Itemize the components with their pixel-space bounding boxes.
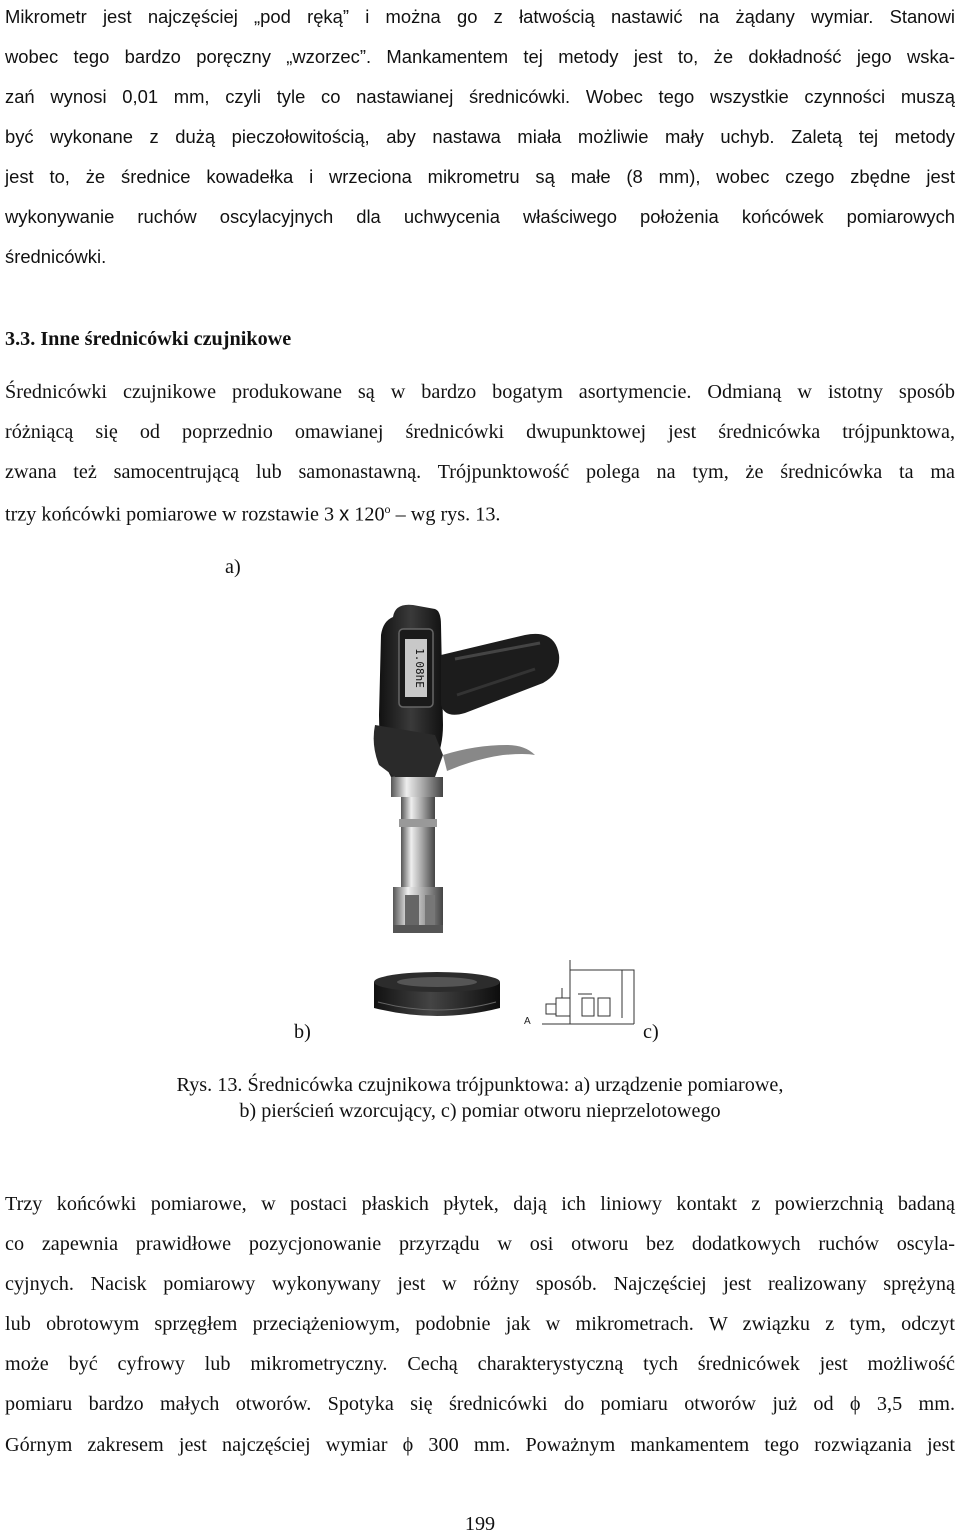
para3-line-4: lub obrotowym sprzęgłem przeciążeniowym, podobnie jak w mikrometrach. W związku z tym, odczyt xyxy=(5,1313,955,1335)
para3-line-7 xyxy=(5,1434,955,1457)
para2-line-4-pre: trzy końcówki pomiarowe w rozstawie 3 xyxy=(5,503,340,526)
figure-label-a: a) xyxy=(225,556,241,578)
para2-line-4-post: – wg rys. 13. xyxy=(390,503,501,526)
para3-line-7-pre: Górnym zakresem jest najczęściej wymiar xyxy=(5,1434,403,1456)
para3-line-2: co zapewnia prawidłowe pozycjonowanie przyrządu w osi otworu bez dodatkowych ruchów oscyla- xyxy=(5,1233,955,1255)
degree-symbol: o xyxy=(384,502,391,516)
para1-line-3: zań wynosi 0,01 mm, czyli tyle co nastawianej średnicówki. Wobec tego wszystkie czynności muszą xyxy=(5,86,955,107)
para1-line-5: jest to, że średnice kowadełka i wrzeciona mikrometru są małe (8 mm), wobec czego zbędne jest xyxy=(5,166,955,187)
para1-line-4: być wykonane z dużą pieczołowitością, aby nastawa miała możliwie mały uchyb. Zaletą tej metody xyxy=(5,126,955,147)
para3-line-5: może być cyfrowy lub mikrometryczny. Cechą charakterystyczną tych średnicówek jest możliwość xyxy=(5,1353,955,1375)
para2-line-2: różniącą się od poprzednio omawianej średnicówki dwupunktowej jest średnicówka trójpunktowa, xyxy=(5,421,955,443)
blind-hole-diagram xyxy=(522,958,640,1028)
para3-line-3: cyjnych. Nacisk pomiarowy wykonywany jest w różny sposób. Najczęściej jest realizowany sprężyną xyxy=(5,1273,955,1295)
para1-line-1: Mikrometr jest najczęściej „pod ręką” i można go z łatwością nastawić na żądany wymiar. Stanowi xyxy=(5,6,955,27)
times-symbol: x xyxy=(339,503,350,526)
para3-line-1: Trzy końcówki pomiarowe, w postaci płaskich płytek, dają ich liniowy kontakt z powierzchnią badaną xyxy=(5,1193,955,1215)
para2-line-3: zwana też samocentrującą lub samonastawną. Trójpunktowość polega na tym, że średnicówka ta ma xyxy=(5,461,955,483)
phi-symbol: ϕ xyxy=(849,1393,861,1415)
phi-symbol: ϕ xyxy=(402,1434,414,1456)
para1-line-6: wykonywanie ruchów oscylacyjnych dla uchwycenia właściwego położenia końcówek pomiarowych xyxy=(5,206,955,227)
page-number: 199 xyxy=(464,1513,496,1535)
dimension-label-a: A xyxy=(524,1016,531,1027)
figure-label-c: c) xyxy=(643,1021,659,1043)
figure-caption-line-1: Rys. 13. Średnicówka czujnikowa trójpunktowa: a) urządzenie pomiarowe, xyxy=(176,1074,784,1096)
para2-line-4-mid: 120 xyxy=(349,503,385,526)
para2-line-1: Średnicówki czujnikowe produkowane są w bardzo bogatym asortymencie. Odmianą w istotny sposób xyxy=(5,381,955,403)
figure-label-b: b) xyxy=(294,1021,311,1043)
digital-display-readout: 1.08hE xyxy=(413,648,426,688)
para3-line-6 xyxy=(5,1393,955,1416)
setting-ring-illustration xyxy=(368,968,506,1022)
para3-line-7-post: 300 mm. Poważnym mankamentem tego rozwiązania jest xyxy=(413,1434,955,1456)
para2-line-4 xyxy=(5,502,955,527)
para1-line-7: średnicówki. xyxy=(5,246,107,267)
figure-caption-line-2: b) pierścień wzorcujący, c) pomiar otworu nieprzelotowego xyxy=(239,1100,721,1122)
bore-gauge-illustration xyxy=(335,595,565,950)
para3-line-6-post: 3,5 mm. xyxy=(860,1393,955,1415)
para3-line-6-pre: pomiaru bardzo małych otworów. Spotyka się średnicówki do pomiaru otworów już od xyxy=(5,1393,850,1415)
para1-line-2: wobec tego bardzo poręczny „wzorzec”. Mankamentem tej metody jest to, że dokładność jego wska- xyxy=(5,46,955,67)
section-heading: 3.3. Inne średnicówki czujnikowe xyxy=(5,328,292,350)
